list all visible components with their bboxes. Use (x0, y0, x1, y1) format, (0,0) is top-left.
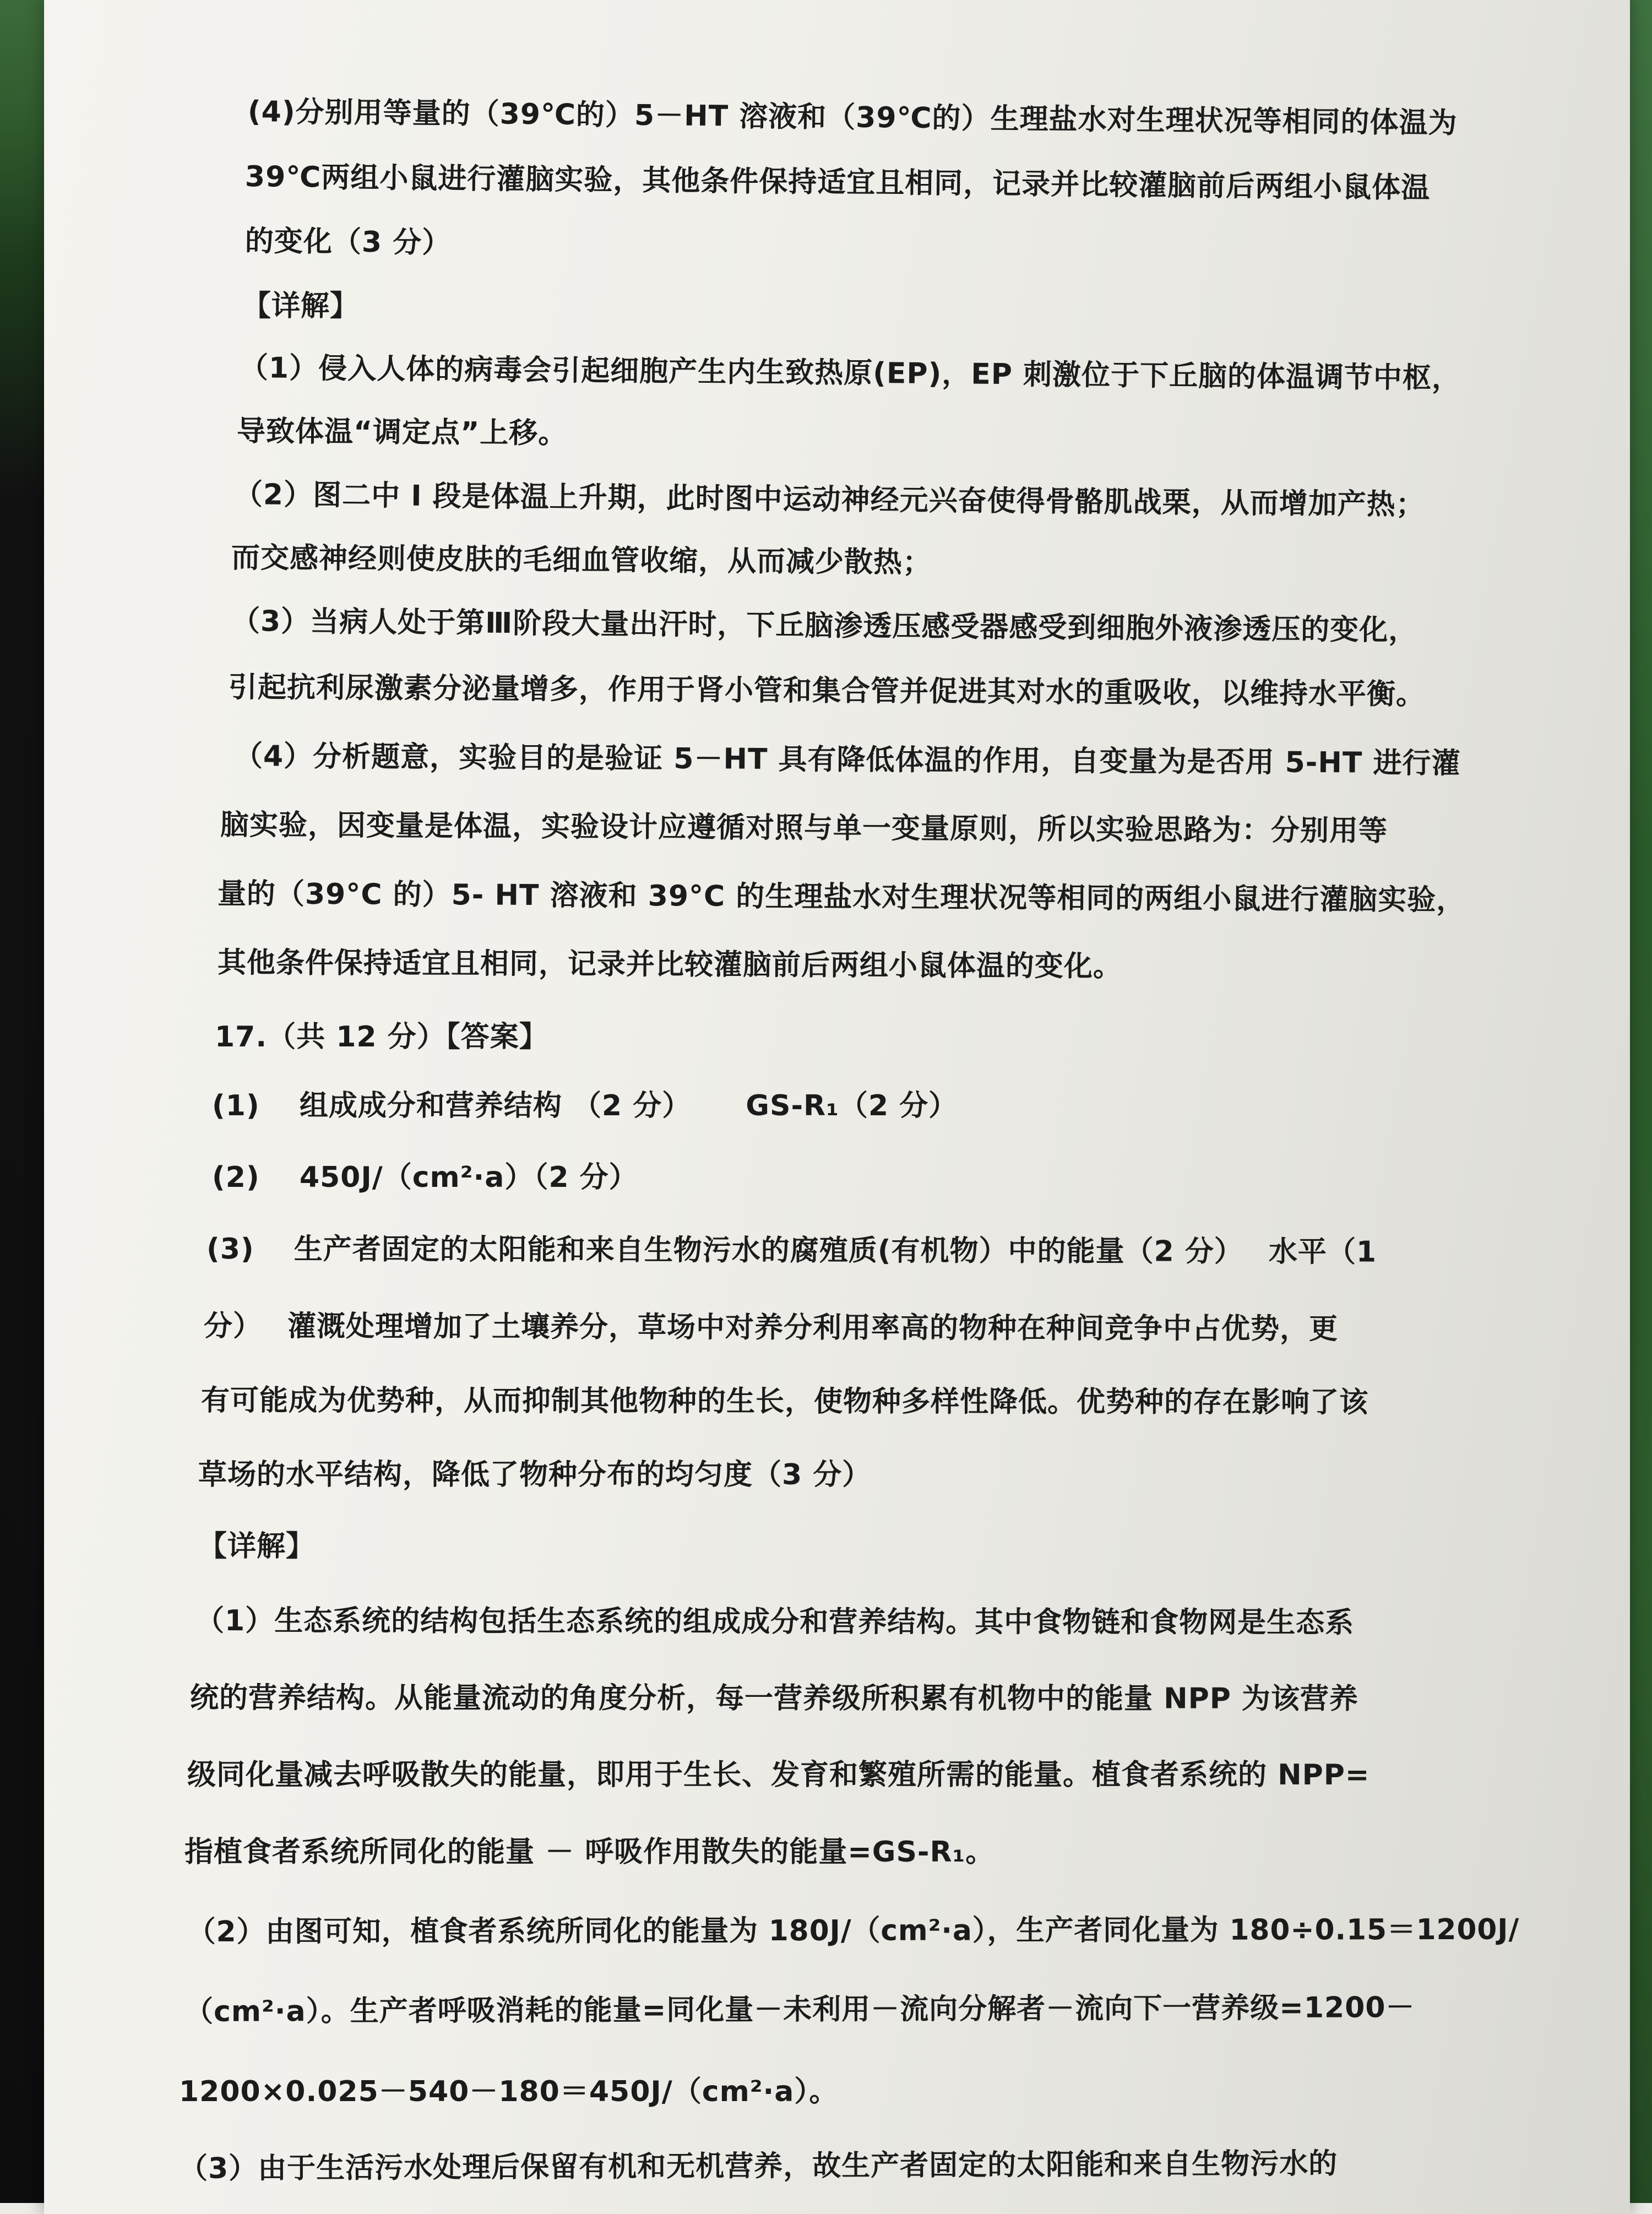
text-line: 脑实验，因变量是体温，实验设计应遵循对照与单一变量原则，所以实验思路为：分别用等 (220, 808, 1388, 848)
text-line: 草场的水平结构，降低了物种分布的均匀度（3 分） (198, 1458, 872, 1491)
text-line: 分） 灌溉处理增加了土壤养分，草场中对养分利用率高的物种在种间竞争中占优势，更 (203, 1310, 1339, 1346)
text-line: 有可能成为优势种，从而抑制其他物种的生长，使物种多样性降低。优势种的存在影响了该 (200, 1384, 1369, 1419)
text-line: 其他条件保持适宜且相同，记录并比较灌脑前后两组小鼠体温的变化。 (217, 946, 1123, 984)
text-line: （1）侵入人体的病毒会引起细胞产生内生致热原(EP)，EP 刺激位于下丘脑的体温调节中枢， (239, 351, 1461, 395)
text-line: 导致体温“调定点”上移。 (236, 415, 568, 451)
text-line: （cm²·a）。生产者呼吸消耗的能量=同化量－未利用－流向分解者－流向下一营养级=1200－ (184, 1991, 1415, 2028)
text-line: 量的（39°C 的）5- HT 溶液和 39°C 的生理盐水对生理状况等相同的两组小鼠进行灌脑实验， (217, 877, 1466, 917)
text-line: 引起抗利尿激素分泌量增多，作用于肾小管和集合管并促进其对水的重吸收，以维持水平衡。 (228, 671, 1426, 712)
answer-item-1: (1) 组成成分和营养结构 （2 分） GS-R₁（2 分） (212, 1089, 958, 1122)
text-line: （2）由图可知，植食者系统所同化的能量为 180J/（cm²·a），生产者同化量为 180÷0.15＝1200J/ (187, 1913, 1520, 1949)
text-line: （4）分析题意，实验目的是验证 5－HT 具有降低体温的作用，自变量为是否用 5-HT 进行灌 (233, 740, 1461, 780)
text-line: 级同化量减去呼吸散失的能量，即用于生长、发育和繁殖所需的能量。植食者系统的 NPP= (187, 1759, 1370, 1792)
question-17-heading: 17.（共 12 分）【答案】 (215, 1021, 548, 1054)
text-line: （1）生态系统的结构包括生态系统的组成成分和营养结构。其中食物链和食物网是生态系 (195, 1604, 1355, 1640)
text-line: 统的营养结构。从能量流动的角度分析，每一营养级所积累有机物中的能量 NPP 为该营养 (189, 1681, 1358, 1716)
text-line: 39℃两组小鼠进行灌脑实验，其他条件保持适宜且相同，记录并比较灌脑前后两组小鼠体温 (244, 160, 1431, 205)
text-line: 的变化（3 分） (244, 225, 452, 260)
text-line: 而交感神经则使皮肤的毛细血管收缩，从而减少散热； (231, 541, 932, 579)
text-line: （3）当病人处于第Ⅲ阶段大量出汗时，下丘脑渗透压感受器感受到细胞外液渗透压的变化， (231, 605, 1418, 647)
text-line: (4)分别用等量的（39℃的）5－HT 溶液和（39℃的）生理盐水对生理状况等相同的体温为 (247, 95, 1458, 140)
section-heading: 【详解】 (198, 1530, 316, 1563)
answer-item-2: (2) 450J/（cm²·a）（2 分） (212, 1161, 638, 1194)
text-line: 指植食者系统所同化的能量 － 呼吸作用散失的能量=GS-R₁。 (184, 1836, 995, 1869)
text-line: 1200×0.025－540－180＝450J/（cm²·a）。 (179, 2075, 839, 2108)
answer-item-3: (3) 生产者固定的太阳能和来自生物污水的腐殖质(有机物）中的能量（2 分） 水平（1 (206, 1233, 1377, 1269)
text-line: （3）由于生活污水处理后保留有机和无机营养，故生产者固定的太阳能和来自生物污水的 (178, 2147, 1338, 2185)
text-line: （2）图二中 I 段是体温上升期，此时图中运动神经元兴奋使得骨骼肌战栗，从而增加产热； (233, 478, 1425, 522)
section-heading: 【详解】 (242, 290, 360, 323)
